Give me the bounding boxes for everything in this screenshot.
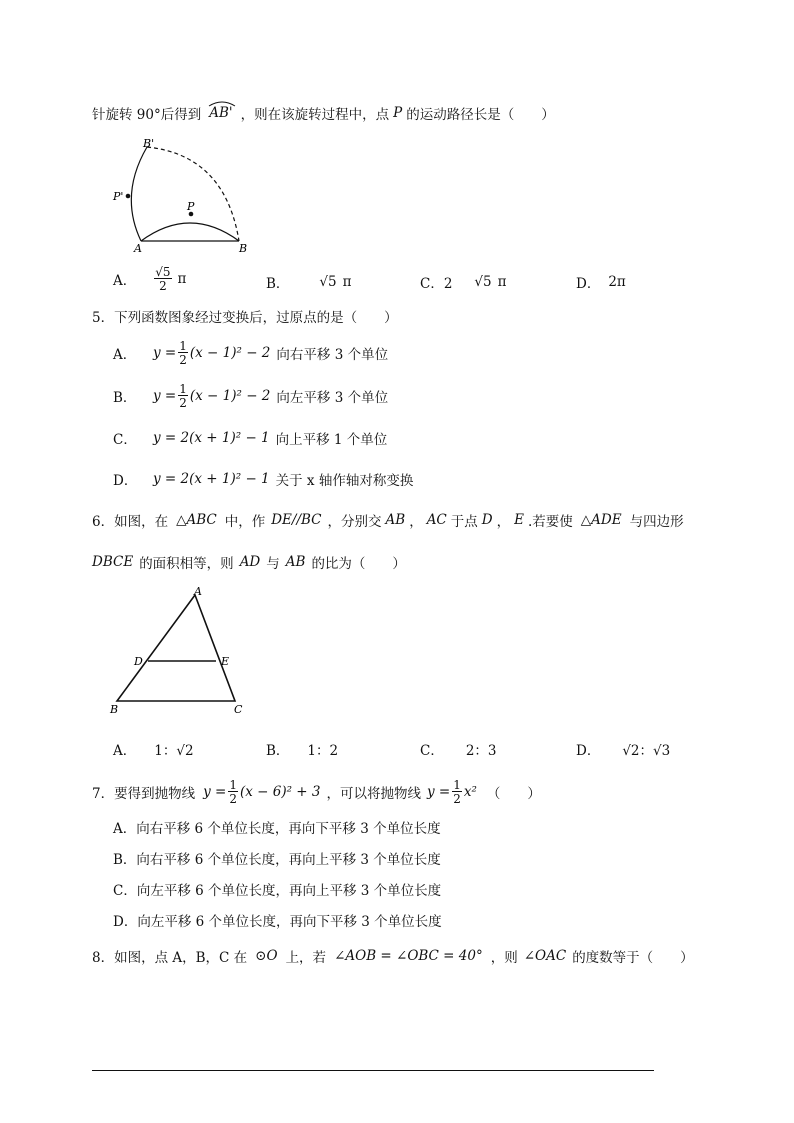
q6-option-a[interactable]: A． 1：√2 — [113, 743, 194, 759]
q4-option-c[interactable]: C．2 √5 π — [420, 274, 507, 292]
label-c: C — [234, 703, 243, 716]
q7-option-b[interactable]: B．向右平移 6 个单位长度，再向上平移 3 个单位长度 — [113, 852, 441, 868]
label-b: B — [239, 242, 248, 255]
q8-stem: 8．如图，点 A，B，C 在 ⊙O 上，若 ∠AOB = ∠OBC = 40° ，则 ∠OAC 的度数等于（ ） — [92, 948, 694, 966]
q5-option-b[interactable]: B． y = $\frac{1}{2}$ (x − 1)² − 2 向左平移 3 个单位 — [113, 382, 389, 410]
label-d: D — [134, 655, 143, 668]
arc-mark-icon — [208, 101, 236, 107]
arc-rotation-path — [147, 147, 239, 241]
q4-figure — [105, 135, 265, 255]
q5-option-a[interactable]: A． y = $\frac{1}{2}$ (x − 1)² − 2 向右平移 3 个单位 — [113, 339, 389, 367]
label-e: E — [221, 655, 230, 668]
triangle-abc — [117, 595, 235, 701]
q4-stem — [92, 103, 555, 123]
q6-line2: DBCE 的面积相等，则 AD 与 AB 的比为（ ） — [92, 554, 406, 572]
q5-option-d[interactable]: D． y = 2(x + 1)² − 1 关于 x 轴作轴对称变换 — [113, 471, 414, 489]
q5-option-c[interactable]: C． y = 2(x + 1)² − 1 向上平移 1 个单位 — [113, 430, 388, 448]
q4-var-p: P — [393, 105, 403, 121]
label-a: A — [194, 585, 202, 598]
q7-stem: 7．要得到抛物线 y = $\frac{1}{2}$ (x − 6)² + 3 ，可以将抛物线 y = $\frac{1}{2}$ x² （ ） — [92, 778, 541, 806]
q7-option-d[interactable]: D．向左平移 6 个单位长度，再向下平移 3 个单位长度 — [113, 914, 442, 930]
q4-option-b[interactable]: B． √5 π — [266, 274, 352, 292]
arc-ab-prime — [131, 147, 147, 241]
q4-arc-label: AB' — [209, 105, 232, 121]
label-p-prime: P' — [113, 190, 124, 203]
q6-option-c[interactable]: C． 2：3 — [420, 743, 497, 759]
q4-option-a[interactable]: A． $\frac{√5}{2}$ π — [113, 265, 187, 293]
q6-option-b[interactable]: B． 1：2 — [266, 743, 339, 759]
q4-stem-c: 的运动路径长是（ ） — [406, 107, 555, 123]
arc-ab — [141, 223, 239, 241]
q6-line1: 6．如图，在 △ABC 中，作 DE//BC ，分别交 AB ， AC 于点 D ， E .若要使 △ADE 与四边形 — [92, 512, 684, 530]
q4-option-d[interactable]: D． 2π — [576, 274, 626, 292]
label-b: B — [110, 703, 119, 716]
q5-stem: 5．下列函数图象经过变换后，过原点的是（ ） — [92, 310, 398, 326]
point-p-prime — [126, 194, 131, 199]
q4-stem-a: 针旋转 90°后得到 — [92, 107, 202, 123]
label-p: P — [187, 200, 195, 213]
footer-rule — [92, 1070, 654, 1071]
q7-option-a[interactable]: A．向右平移 6 个单位长度，再向下平移 3 个单位长度 — [113, 821, 441, 837]
q4-stem-b: ，则在该旋转过程中，点 — [240, 107, 390, 123]
q7-option-c[interactable]: C．向左平移 6 个单位长度，再向上平移 3 个单位长度 — [113, 883, 442, 899]
label-a: A — [134, 242, 142, 255]
label-b-prime: B' — [143, 137, 155, 150]
q6-option-d[interactable]: D． √2：√3 — [576, 743, 671, 759]
q6-figure — [105, 585, 255, 720]
